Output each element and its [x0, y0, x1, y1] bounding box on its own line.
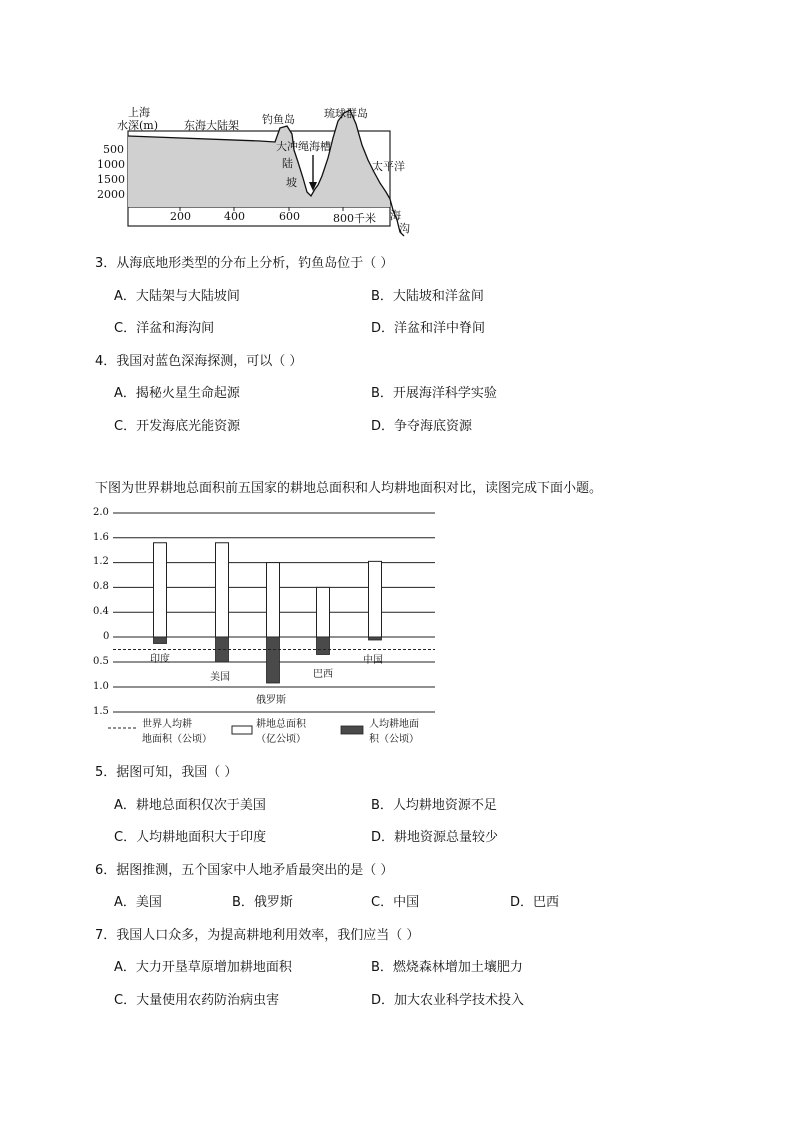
- legend-total-swatch: [232, 726, 252, 734]
- label-ryukyu: 琉球群岛: [324, 107, 368, 120]
- legend-world-line-1: 世界人均耕: [142, 719, 192, 730]
- country-label-brazil: 巴西: [313, 669, 333, 680]
- total-area-bar: [216, 543, 229, 637]
- question-6-option-d[interactable]: D．巴西: [510, 895, 560, 910]
- label-trench-1: 海: [390, 209, 401, 222]
- legend-total-line-1: 耕地总面积: [256, 719, 306, 730]
- question-4-option-d[interactable]: D．争夺海底资源: [371, 419, 473, 434]
- x-tick-label: 400: [224, 210, 245, 223]
- chart-intro-text: 下图为世界耕地总面积前五国家的耕地总面积和人均耕地面积对比，读图完成下面小题。: [95, 481, 603, 496]
- lower-tick-label: 1.0: [93, 681, 109, 692]
- legend-world-line-2: 地面积（公顷）: [142, 734, 212, 745]
- label-shanghai: 上海: [128, 106, 150, 119]
- per-capita-bar: [267, 637, 280, 683]
- per-capita-bar: [154, 637, 167, 644]
- question-3-option-c[interactable]: C．洋盆和海沟间: [114, 321, 215, 336]
- country-label-usa: 美国: [210, 672, 230, 683]
- country-label-india: 印度: [150, 654, 170, 665]
- question-6-option-c[interactable]: C．中国: [371, 895, 420, 910]
- upper-tick-label: 2.0: [93, 507, 109, 518]
- question-6-option-a[interactable]: A．美国: [114, 895, 162, 910]
- question-7-option-b[interactable]: B．燃烧森林增加土壤肥力: [371, 960, 523, 975]
- legend-world-text: [142, 717, 212, 747]
- legend-total-line-2: （亿公顷）: [256, 734, 306, 745]
- x-tick-label: 600: [279, 210, 300, 223]
- per-capita-bar: [369, 637, 382, 640]
- question-5-option-d[interactable]: D．耕地资源总量较少: [371, 830, 499, 845]
- legend-per-capita-swatch: [341, 726, 363, 734]
- question-4-option-a[interactable]: A．揭秘火星生命起源: [114, 386, 240, 401]
- label-slope-2: 坡: [286, 176, 297, 189]
- x-tick-label: 200: [170, 210, 191, 223]
- total-area-bar: [317, 587, 330, 637]
- y-tick-label: 500: [103, 143, 124, 156]
- upper-tick-label: 0: [103, 631, 110, 642]
- question-4-option-c[interactable]: C．开发海底光能资源: [114, 419, 241, 434]
- y-tick-label: 2000: [97, 188, 125, 201]
- label-trough: 大冲绳海槽: [276, 140, 331, 153]
- y-tick-label: 1000: [97, 158, 125, 171]
- total-area-bar: [154, 543, 167, 637]
- country-label-china: 中国: [363, 655, 383, 666]
- per-capita-bar: [216, 637, 229, 662]
- total-area-bar: [369, 561, 382, 637]
- lower-tick-label: 0.5: [93, 656, 109, 667]
- question-4-option-b[interactable]: B．开展海洋科学实验: [371, 386, 497, 401]
- legend-per-capita-text: [369, 717, 419, 747]
- question-7-stem: 7．我国人口众多，为提高耕地利用效率，我们应当（ ）: [95, 928, 420, 943]
- question-7-option-c[interactable]: C．大量使用农药防治病虫害: [114, 993, 280, 1008]
- question-7-option-d[interactable]: D．加大农业科学技术投入: [371, 993, 525, 1008]
- lower-tick-label: 1.5: [93, 706, 109, 717]
- question-3-option-d[interactable]: D．洋盆和洋中脊间: [371, 321, 486, 336]
- question-7-option-a[interactable]: A．大力开垦草原增加耕地面积: [114, 960, 292, 975]
- label-trench-2: 沟: [399, 222, 410, 235]
- question-4-stem: 4．我国对蓝色深海探测，可以（ ）: [95, 354, 303, 369]
- country-label-russia: 俄罗斯: [256, 695, 286, 706]
- upper-tick-label: 0.4: [93, 606, 109, 617]
- question-6-option-b[interactable]: B．俄罗斯: [232, 895, 293, 910]
- label-shelf: 东海大陆架: [184, 119, 239, 132]
- question-3-option-b[interactable]: B．大陆坡和洋盆间: [371, 289, 484, 304]
- question-3-stem: 3．从海底地形类型的分布上分析，钓鱼岛位于（ ）: [95, 256, 394, 271]
- label-pacific: 太平洋: [372, 160, 405, 173]
- y-tick-label: 1500: [97, 173, 125, 186]
- question-5-option-a[interactable]: A．耕地总面积仅次于美国: [114, 798, 266, 813]
- legend-per-capita-line-1: 人均耕地面: [369, 719, 419, 730]
- legend-total-text: [256, 717, 306, 747]
- question-5-option-b[interactable]: B．人均耕地资源不足: [371, 798, 497, 813]
- x-tick-label: 800千米: [333, 212, 376, 225]
- question-5-stem: 5．据图可知，我国（ ）: [95, 765, 238, 780]
- per-capita-bar: [317, 637, 330, 655]
- label-diaoyu: 钓鱼岛: [262, 113, 295, 126]
- label-slope-1: 陆: [282, 157, 293, 170]
- total-area-bar: [267, 563, 280, 637]
- upper-tick-label: 1.2: [93, 556, 109, 567]
- question-3-option-a[interactable]: A．大陆架与大陆坡间: [114, 289, 240, 304]
- upper-tick-label: 0.8: [93, 581, 109, 592]
- legend-per-capita-line-2: 积（公顷）: [369, 734, 419, 745]
- question-6-stem: 6．据图推测，五个国家中人地矛盾最突出的是（ ）: [95, 863, 394, 878]
- label-depth: 水深(m): [117, 119, 159, 132]
- upper-tick-label: 1.6: [93, 532, 109, 543]
- question-5-option-c[interactable]: C．人均耕地面积大于印度: [114, 830, 267, 845]
